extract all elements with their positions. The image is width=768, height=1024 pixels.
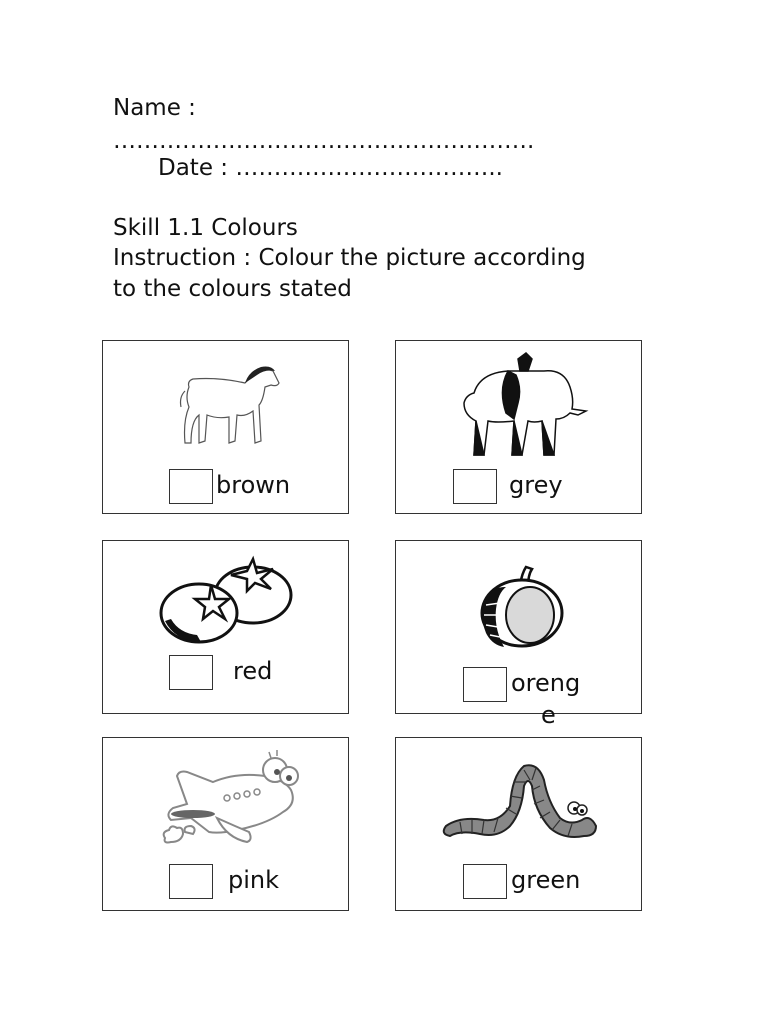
skill-title: Skill 1.1 Colours: [113, 215, 298, 241]
color-label: pink: [228, 866, 280, 894]
color-checkbox[interactable]: [453, 469, 497, 504]
color-label: red: [233, 657, 273, 685]
color-checkbox[interactable]: [169, 655, 213, 690]
color-checkbox[interactable]: [169, 864, 213, 899]
color-checkbox[interactable]: [463, 864, 507, 899]
date-line[interactable]: Date : ……………………………..: [158, 155, 503, 181]
color-label: brown: [216, 471, 291, 499]
card-green: [395, 737, 642, 911]
pumpkin-icon[interactable]: [474, 563, 568, 651]
instruction-line-1: Instruction : Colour the picture according: [113, 245, 586, 271]
color-label: grey: [509, 471, 563, 499]
card-brown: [102, 340, 349, 514]
color-checkbox[interactable]: [169, 469, 213, 504]
instruction-line-2: to the colours stated: [113, 276, 352, 302]
card-pink: [102, 737, 349, 911]
card-orenge: [395, 540, 642, 729]
worm-icon[interactable]: [440, 756, 602, 844]
airplane-icon[interactable]: [157, 748, 307, 860]
card-red: [102, 540, 349, 714]
color-label-line-1: oreng: [511, 669, 581, 697]
horse-icon[interactable]: [179, 361, 283, 449]
color-label: green: [511, 866, 581, 894]
card-grey: [395, 340, 642, 514]
name-blank[interactable]: ……………………………………………….: [113, 128, 535, 154]
color-label-line-2: e: [541, 701, 556, 729]
tomato-icon[interactable]: [157, 551, 297, 645]
elephant-icon[interactable]: [456, 349, 592, 459]
name-label: Name :: [113, 95, 196, 121]
color-checkbox[interactable]: [463, 667, 507, 702]
